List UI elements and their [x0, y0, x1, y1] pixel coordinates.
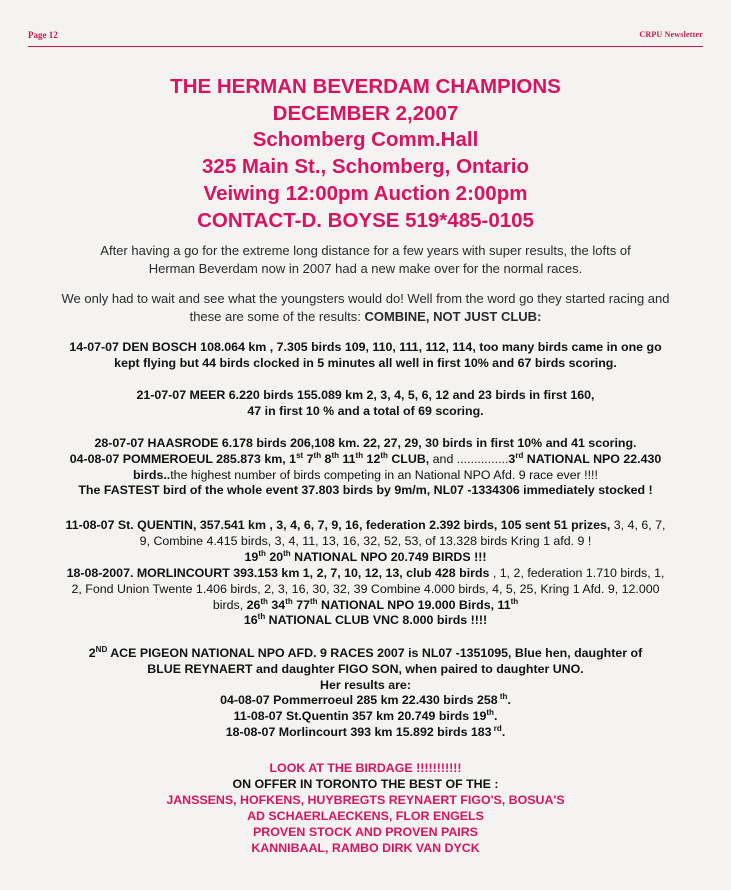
text-span: 19	[244, 549, 259, 564]
ordinal: th	[313, 450, 322, 460]
text-line	[14, 308, 717, 326]
text-span: 18-08-2007. MORLINCOURT 393.153 km 1, 2, 7, 10, 12, 13, club 428 birds	[66, 566, 490, 580]
text-span: 11-08-07 St. QUENTIN, 357.541 km , 3, 4, 6, 7, 9, 16, federation 2.392 birds, 105 sent 51 prizes,	[65, 518, 611, 532]
text-span: 34	[267, 597, 286, 612]
title-line: 325 Main St., Schomberg, Ontario	[202, 155, 529, 179]
newsletter-name: CRPU Newsletter	[639, 30, 703, 39]
event-title	[0, 74, 731, 234]
ordinal: th	[285, 596, 293, 606]
intro-paragraph-1	[14, 242, 717, 278]
text-line: The FASTEST bird of the whole event 37.803 birds by 9m/m, NL07 -1334306 immediately stocked !	[78, 483, 653, 498]
result-den-bosch	[14, 340, 717, 372]
strain-list-line: JANSSENS, HOFKENS, HUYBREGTS REYNAERT FIGO'S, BOSUA'S	[166, 793, 565, 807]
ordinal: th	[497, 692, 508, 702]
text-span: 77	[292, 597, 310, 612]
ordinal: th	[260, 596, 268, 606]
ordinal: th	[258, 548, 266, 558]
offer-line: ON OFFER IN TORONTO THE BEST OF THE :	[232, 777, 499, 791]
title-line: CONTACT-D. BOYSE 519*485-0105	[197, 208, 534, 232]
ordinal: ND	[95, 644, 108, 654]
text-line	[14, 725, 717, 741]
ordinal: rd	[515, 450, 524, 460]
text-line	[14, 518, 717, 534]
result-morlincourt	[14, 566, 717, 629]
text-line: 2, Fond Union Twente 1.406 birds, 2, 3, 16, 30, 32, 39 Combine 4.000 birds, 4, 5, 25, Kring 1 Afd. 9, 12.000	[71, 581, 660, 596]
ordinal: th	[486, 708, 494, 718]
text-span: 20	[265, 549, 284, 564]
result-meer	[14, 388, 717, 420]
look-headline: LOOK AT THE BIRDAGE !!!!!!!!!!!	[269, 761, 462, 775]
ordinal: th	[355, 450, 364, 460]
strain-list-line: AD SCHAERLAECKENS, FLOR ENGELS	[247, 809, 484, 823]
text-span: birds..	[133, 467, 171, 482]
text-span: 11-08-07 St.Quentin 357 km 20.749 birds 19	[233, 709, 487, 724]
text-span: 2	[88, 646, 96, 660]
header-rule	[28, 46, 703, 47]
title-line: Veiwing 12:00pm Auction 2:00pm	[203, 181, 528, 205]
text-line	[14, 693, 717, 709]
text-line	[14, 468, 717, 484]
text-span: .	[507, 693, 511, 708]
text-line	[14, 646, 717, 662]
text-span: NATIONAL NPO 20.749 BIRDS !!!	[290, 549, 487, 564]
text-line: BLUE REYNAERT and daughter FIGO SON, when paired to daughter UNO.	[147, 661, 584, 676]
text-span: 8	[321, 451, 332, 466]
text-span: 04-08-07 Pommerroeul 285 km 22.430 birds 258	[220, 693, 498, 708]
text-line	[14, 566, 717, 582]
text-span: birds,	[212, 597, 247, 612]
text-line	[14, 452, 717, 468]
title-line: DECEMBER 2,2007	[272, 101, 459, 125]
text-line: After having a go for the extreme long distance for a few years with super results, the lofts of	[100, 243, 631, 258]
text-span: 3	[508, 451, 516, 466]
text-span: 12	[363, 451, 381, 466]
intro-paragraph-2	[14, 290, 717, 326]
page-header	[28, 30, 703, 44]
text-span: NATIONAL NPO 19.000 Birds, 11	[317, 597, 511, 612]
ordinal: th	[257, 612, 266, 622]
text-line	[14, 598, 717, 614]
ordinal: th	[309, 596, 318, 606]
ace-pigeon-section	[14, 646, 717, 741]
title-line: THE HERMAN BEVERDAM CHAMPIONS	[170, 75, 561, 98]
text-span: NATIONAL CLUB VNC 8.000 birds !!!!	[265, 613, 488, 628]
text-span: .	[501, 724, 506, 739]
title-line: Schomberg Comm.Hall	[252, 128, 479, 152]
text-line: 47 in first 10 % and a total of 69 scoring.	[247, 403, 484, 418]
text-span: .	[493, 709, 498, 724]
result-st-quentin	[14, 518, 717, 565]
text-span: 11	[339, 451, 356, 466]
text-span: , 1, 2, federation 1.710 birds, 1,	[489, 566, 665, 580]
text-span: ACE PIGEON NATIONAL NPO AFD. 9 RACES 2007 is NL07 -1351095, Blue hen, daughter of	[107, 646, 643, 660]
text-span: CLUB,	[387, 451, 433, 466]
text-span: and ...............	[432, 451, 509, 466]
text-line	[14, 613, 717, 629]
ordinal: th	[283, 548, 291, 558]
ordinal: rd	[491, 723, 502, 733]
text-span: these are some of the results:	[189, 309, 365, 324]
text-line: kept flying but 44 birds clocked in 5 minutes all well in first 10% and 67 birds scoring.	[114, 355, 617, 370]
text-line	[14, 709, 717, 725]
text-line: We only had to wait and see what the youngsters would do! Well from the word go they started racing and	[61, 291, 670, 306]
text-span: 26	[246, 597, 261, 612]
text-span: 18-08-07 Morlincourt 393 km 15.892 birds 183	[225, 724, 492, 739]
text-line: 14-07-07 DEN BOSCH 108.064 km , 7.305 birds 109, 110, 111, 112, 114, too many birds came in one go	[69, 340, 662, 354]
ordinal: st	[296, 450, 304, 460]
ordinal: th	[380, 450, 388, 460]
text-span: 16	[243, 613, 258, 628]
result-haasrode-pommeroeul	[14, 436, 717, 499]
strain-list-line: PROVEN STOCK AND PROVEN PAIRS	[253, 825, 478, 839]
text-line: 9, Combine 4.415 birds, 3, 4, 11, 13, 16, 32, 52, 53, of 13.328 birds Kring 1 afd. 9 !	[139, 533, 592, 548]
text-line: Herman Beverdam now in 2007 had a new make over for the normal races.	[148, 261, 583, 276]
text-line: 28-07-07 HAASRODE 6.178 birds 206,108 km. 22, 27, 29, 30 birds in first 10% and 41 scoring.	[94, 436, 637, 450]
text-span: the highest number of birds competing in an National NPO Afd. 9 race ever !!!!	[170, 467, 598, 482]
text-line	[14, 550, 717, 566]
text-span: 04-08-07 POMMEROEUL 285.873 km, 1	[69, 451, 297, 466]
ordinal: th	[510, 596, 519, 606]
combine-label: COMBINE, NOT JUST CLUB:	[364, 309, 542, 324]
strain-list-line: KANNIBAAL, RAMBO DIRK VAN DYCK	[251, 841, 480, 855]
ordinal: th	[331, 450, 339, 460]
text-span: 7	[303, 451, 314, 466]
text-line: Her results are:	[320, 677, 411, 692]
offer-section	[14, 760, 717, 856]
text-line: 21-07-07 MEER 6.220 birds 155.089 km 2, 3, 4, 5, 6, 12 and 23 birds in first 160,	[136, 388, 595, 402]
text-span: NATIONAL NPO 22.430	[523, 451, 662, 466]
text-span: 3, 4, 6, 7,	[610, 518, 666, 532]
page-number: Page 12	[28, 30, 58, 40]
